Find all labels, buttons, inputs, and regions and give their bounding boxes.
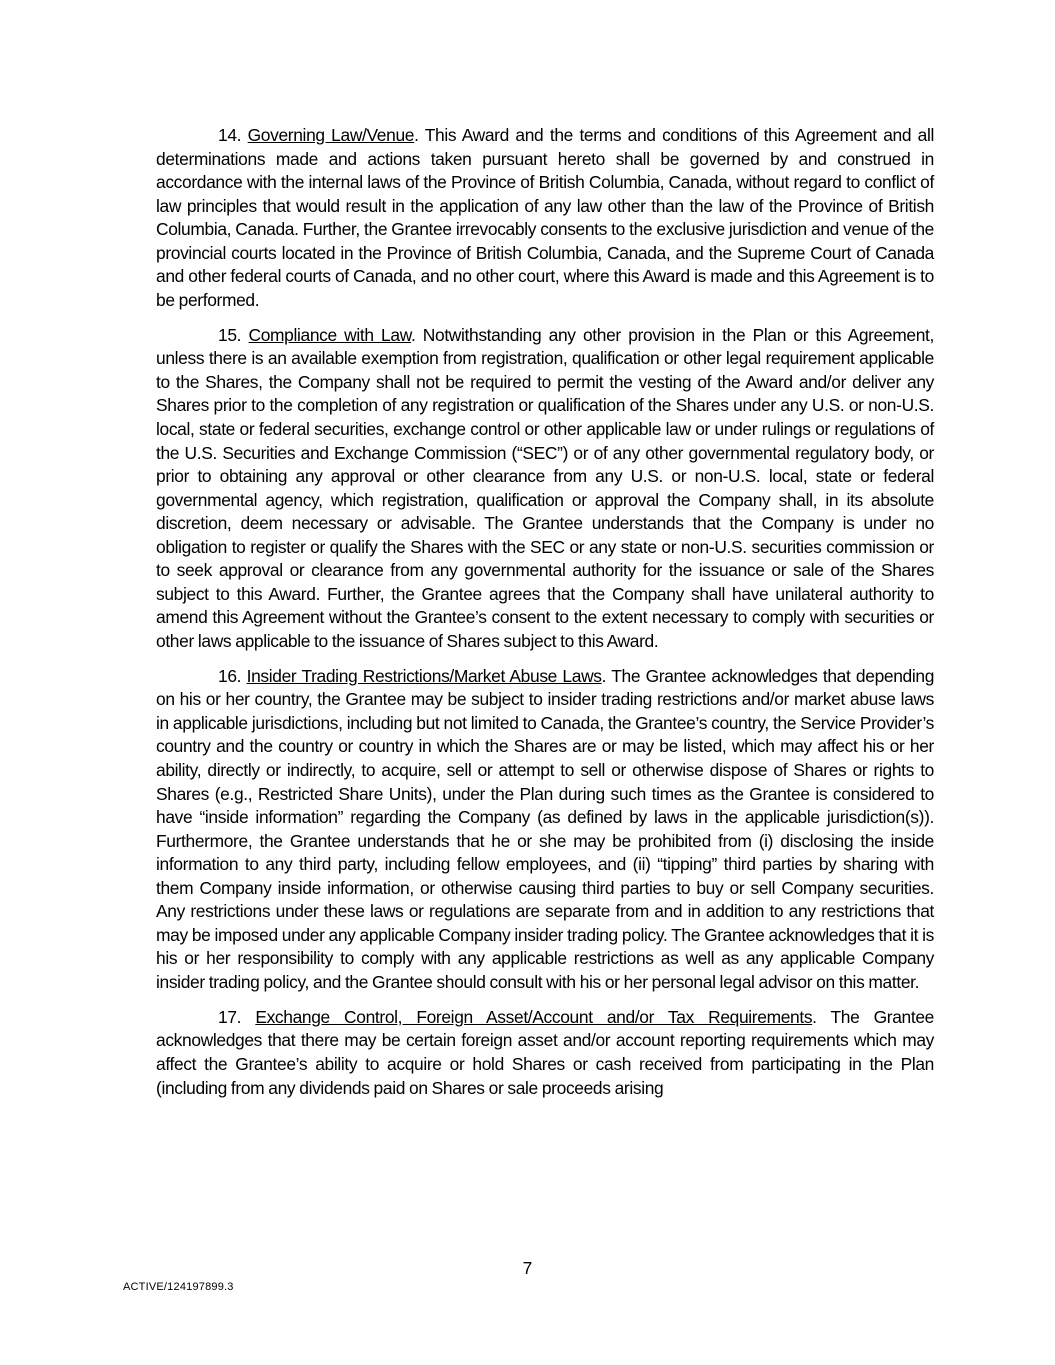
page-number: 7 [522,1258,533,1278]
section-14-paragraph [156,124,934,312]
section-14-number: 14. [218,125,242,145]
section-17-number: 17. [218,1006,242,1027]
section-14-text: . This Award and the terms and conditions of this Agreement and all determinations made and actions taken pursuant hereto shall be governed by and construed in accordance with the internal laws of the Province of British Columbia, Canada, without regard to conflict of law principles that would result in the application of any law other than the law of the Province of British Columbia, Canada. Further, the Grantee irrevocably consents to the exclusive jurisdiction and venue of the provincial courts located in the Province of British Columbia, Canada, and the Supreme Court of Canada and other federal courts of Canada, and no other court, where this Award is made and this Agreement is to be performed. [156,125,935,310]
document-id-footer: ACTIVE/124197899.3 [123,1281,234,1293]
section-16-paragraph [156,665,934,995]
section-15-text: . Notwithstanding any other provision in the Plan or this Agreement, unless there is an available exemption from registration, qualification or other legal requirement applicable to the Shares, the Company shall not be required to permit the vesting of the Award and/or deliver any Shares prior to the completion of any registration or qualification of the Shares under any U.S. or non-U.S. local, state or federal securities, exchange control or other applicable law or under rulings or regulations of the U.S. Securities and Exchange Commission (“SEC”) or of any other governmental regulatory body, or prior to obtaining any approval or other clearance from any U.S. or non-U.S. local, state or federal governmental agency, which registration, qualification or approval the Company shall, in its absolute discretion, deem necessary or advisable. The Grantee understands that the Company is under no obligation to register or qualify the Shares with the SEC or any state or non-U.S. securities commission or to seek approval or clearance from any governmental authority for the issuance or sale of the Shares subject to this Award. Further, the Grantee agrees that the Company shall have unilateral authority to amend this Agreement without the Grantee’s consent to the extent necessary to comply with securities or other laws applicable to the issuance of Shares subject to this Award. [156,324,934,651]
section-17-paragraph [156,1006,934,1100]
document-body [156,124,934,1111]
section-15-number: 15. [218,324,242,345]
section-16-number: 16. [218,665,242,686]
section-16-text: . The Grantee acknowledges that depending on his or her country, the Grantee may be subject to insider trading restrictions and/or market abuse laws in applicable jurisdictions, including but not limited to Canada, the Grantee’s country, the Service Provider’s country and the country or country in which the Shares are or may be listed, which may affect his or her ability, directly or indirectly, to acquire, sell or attempt to sell or otherwise dispose of Shares or rights to Shares (e.g., Restricted Share Units), under the Plan during such times as the Grantee is considered to have “inside information” regarding the Company (as defined by laws in the applicable jurisdiction(s)). Furthermore, the Grantee understands that he or she may be prohibited from (i) disclosing the inside information to any third party, including fellow employees, and (ii) “tipping” third parties by sharing with them Company inside information, or otherwise causing third parties to buy or sell Company securities. Any restrictions under these laws or regulations are separate from and in addition to any restrictions that may be imposed under any applicable Company insider trading policy. The Grantee acknowledges that it is his or her responsibility to comply with any applicable restrictions as well as any applicable Company insider trading policy, and the Grantee should consult with his or her personal legal advisor on this matter. [156,665,935,992]
section-17-heading: Exchange Control, Foreign Asset/Account and/or Tax Requirements [255,1006,813,1027]
section-16-heading: Insider Trading Restrictions/Market Abuse Laws [246,665,602,686]
section-15-paragraph [156,324,934,654]
section-17-text: . The Grantee acknowledges that there may be certain foreign asset and/or account reporting requirements which may affect the Grantee’s ability to acquire or hold Shares or cash received from participating in the Plan (including from any dividends paid on Shares or sale proceeds arising [156,1006,934,1098]
section-14-heading: Governing Law/Venue [247,125,415,145]
section-15-heading: Compliance with Law [248,324,411,345]
